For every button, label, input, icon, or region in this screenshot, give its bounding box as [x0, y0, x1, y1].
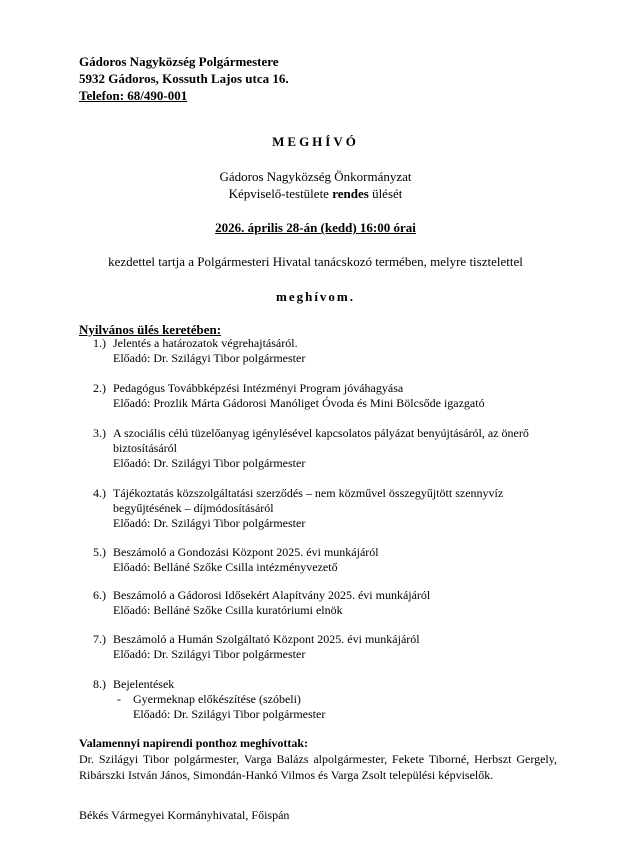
- item-text-continued: biztosításáról: [113, 441, 177, 455]
- agenda-item-7: [93, 632, 555, 662]
- sender-address: 5932 Gádoros, Kossuth Lajos utca 16.: [79, 71, 289, 86]
- item-text: Jelentés a határozatok végrehajtásáról.: [113, 336, 298, 350]
- item-text: Tájékoztatás közszolgáltatási szerződés – nem közművel összegyűjtött szennyvíz: [113, 486, 504, 500]
- item-presenter: Előadó: Dr. Szilágyi Tibor polgármester: [113, 456, 306, 470]
- subitem-text: Gyermeknap előkészítése (szóbeli): [133, 692, 301, 706]
- item-number: 3.): [93, 426, 106, 440]
- item-text: Beszámoló a Gádorosi Idősekért Alapítvány 2025. évi munkájáról: [113, 588, 431, 602]
- item-presenter: Előadó: Dr. Szilágyi Tibor polgármester: [113, 516, 306, 530]
- sender-name: Gádoros Nagyközség Polgármestere: [79, 54, 279, 69]
- footer-recipient: Békés Vármegyei Kormányhivatal, Főispán: [79, 808, 290, 822]
- invite-word: meghívom.: [275, 289, 356, 304]
- agenda-item-4: [93, 486, 555, 531]
- invited-list: Dr. Szilágyi Tibor polgármester, Varga Balázs alpolgármester, Fekete Tiborné, Herbszt Gergely, Ribárszki István János, Simondán-Hankó Vilmos és Varga Zsolt települési képviselők.: [79, 752, 557, 782]
- item-number: 5.): [93, 545, 106, 559]
- agenda-item-6: [93, 588, 555, 618]
- meeting-date: 2026. április 28-án (kedd) 16:00 órai: [215, 220, 416, 235]
- item-text: Beszámoló a Gondozási Központ 2025. évi munkájáról: [113, 545, 379, 559]
- item-number: 6.): [93, 588, 106, 602]
- dash-bullet: -: [117, 692, 121, 706]
- agenda-subitem: [117, 692, 557, 722]
- item-presenter: Előadó: Dr. Szilágyi Tibor polgármester: [113, 647, 306, 661]
- intro-text: kezdettel tartja a Polgármesteri Hivatal tanácskozó termében, melyre tisztelettel: [108, 254, 523, 269]
- item-presenter: Előadó: Belláné Szőke Csilla intézményvezető: [113, 560, 338, 574]
- sender-phone: Telefon: 68/490-001: [79, 88, 188, 103]
- agenda-item-2: [93, 381, 555, 411]
- subtitle-organization: Gádoros Nagyközség Önkormányzat: [219, 169, 412, 184]
- agenda-item-8: [93, 677, 555, 692]
- invited-heading: Valamennyi napirendi ponthoz meghívottak:: [79, 736, 309, 750]
- item-presenter: Előadó: Prozlik Márta Gádorosi Manóliget Óvoda és Mini Bölcsőde igazgató: [113, 396, 485, 410]
- item-text: A szociális célú tüzelőanyag igénylésével kapcsolatos pályázat benyújtásáról, az önerő: [113, 426, 529, 440]
- item-text: Bejelentések: [113, 677, 175, 691]
- item-text-continued: begyűjtésének – díjmódosításáról: [113, 501, 274, 515]
- agenda-item-1: [93, 336, 555, 366]
- subitem-presenter: Előadó: Dr. Szilágyi Tibor polgármester: [133, 707, 326, 721]
- item-number: 7.): [93, 632, 106, 646]
- subtitle-meeting: Képviselő-testülete rendes ülését: [228, 186, 403, 201]
- item-number: 2.): [93, 381, 106, 395]
- item-number: 4.): [93, 486, 106, 500]
- section-heading: Nyilvános ülés keretében:: [79, 322, 222, 337]
- agenda-item-5: [93, 545, 555, 575]
- document-title: MEGHÍVÓ: [272, 134, 359, 149]
- item-text: Beszámoló a Humán Szolgáltató Központ 2025. évi munkájáról: [113, 632, 420, 646]
- item-presenter: Előadó: Belláné Szőke Csilla kuratóriumi elnök: [113, 603, 343, 617]
- item-number: 1.): [93, 336, 106, 350]
- item-text: Pedagógus Továbbképzési Intézményi Program jóváhagyása: [113, 381, 404, 395]
- agenda-item-3: [93, 426, 555, 471]
- item-number: 8.): [93, 677, 106, 691]
- item-presenter: Előadó: Dr. Szilágyi Tibor polgármester: [113, 351, 306, 365]
